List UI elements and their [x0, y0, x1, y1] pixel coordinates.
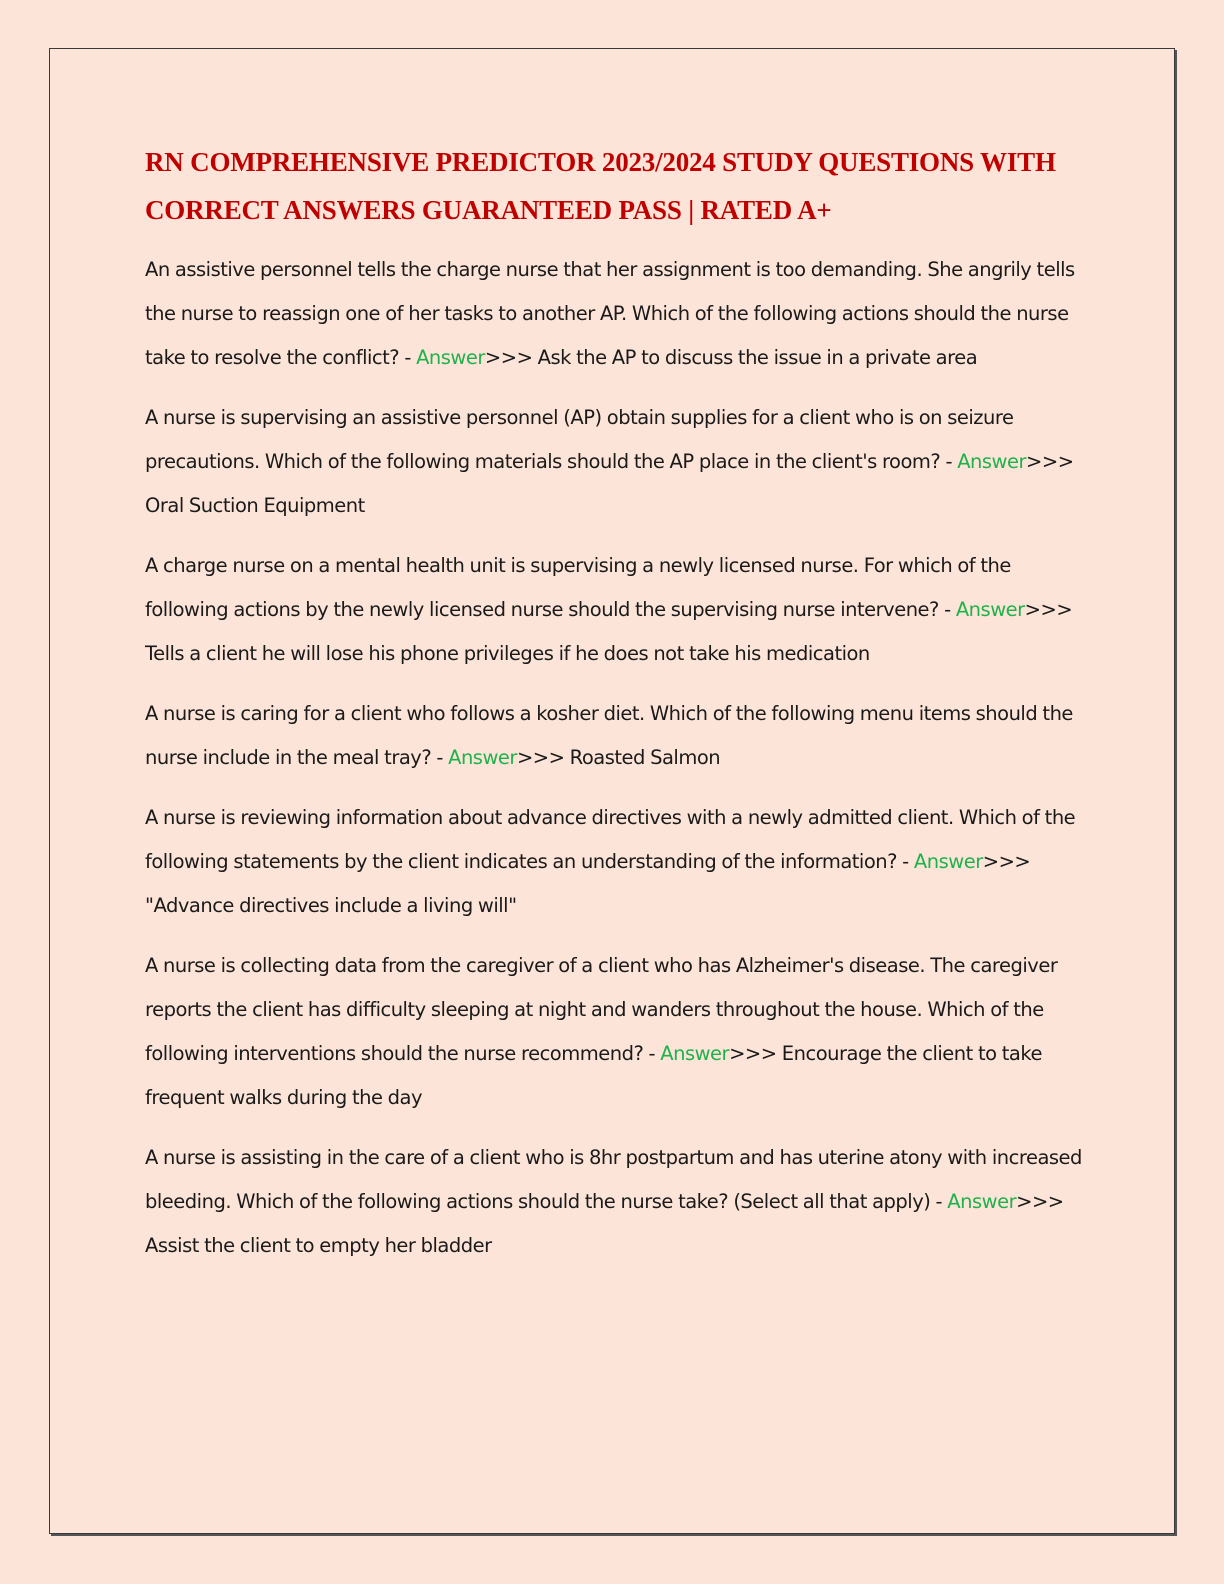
- answer-text: "Advance directives include a living will": [145, 894, 517, 917]
- qa-item: [145, 248, 1085, 380]
- answer-text: Oral Suction Equipment: [145, 494, 365, 517]
- answer-label: Answer: [913, 850, 983, 873]
- answer-text: Assist the client to empty her bladder: [145, 1234, 492, 1257]
- answer-label: Answer: [448, 746, 517, 769]
- answer-marker: >>>: [982, 850, 1031, 873]
- question-text: A nurse is caring for a client who follows a kosher diet. Which of the following menu items should the nurse include in the meal tray? -: [145, 702, 1073, 769]
- question-text: An assistive personnel tells the charge nurse that her assignment is too demanding. She angrily tells the nurse to reassign one of her tasks to another AP. Which of the following actions should the nurse take to resolve the conflict? -: [145, 258, 1075, 369]
- answer-label: Answer: [660, 1042, 730, 1065]
- answer-label: Answer: [957, 450, 1027, 473]
- answer-marker: >>>: [516, 746, 570, 769]
- qa-item: [145, 796, 1085, 928]
- qa-item: [145, 692, 1085, 780]
- question-text: A nurse is supervising an assistive personnel (AP) obtain supplies for a client who is on seizure precautions. Which of the following materials should the AP place in the client's room? -: [145, 406, 1014, 473]
- answer-marker: >>>: [1026, 450, 1074, 473]
- answer-text: Ask the AP to discuss the issue in a private area: [537, 346, 978, 369]
- question-text: A nurse is assisting in the care of a client who is 8hr postpartum and has uterine atony with increased bleeding. Which of the following actions should the nurse take? (Select all that apply) -: [145, 1146, 1082, 1213]
- question-text: A nurse is collecting data from the caregiver of a client who has Alzheimer's disease. The caregiver reports the client has difficulty sleeping at night and wanders throughout the house. Which of the following interventions should the nurse recommend? -: [145, 954, 1058, 1065]
- answer-label: Answer: [947, 1190, 1017, 1213]
- answer-marker: >>>: [1024, 598, 1073, 621]
- qa-item: [145, 1136, 1085, 1268]
- answer-marker: >>>: [484, 346, 538, 369]
- question-text: A nurse is reviewing information about advance directives with a newly admitted client. Which of the following statements by the client indicates an understanding of the information? -: [145, 806, 1076, 873]
- answer-label: Answer: [416, 346, 485, 369]
- answer-text: Roasted Salmon: [569, 746, 721, 769]
- question-text: A charge nurse on a mental health unit is supervising a newly licensed nurse. For which of the following actions by the newly licensed nurse should the supervising nurse intervene? -: [145, 554, 1011, 621]
- qa-item: [145, 396, 1085, 528]
- qa-item: [145, 544, 1085, 676]
- answer-label: Answer: [955, 598, 1025, 621]
- answer-text: Encourage the client to take frequent walks during the day: [145, 1042, 1042, 1109]
- answer-marker: >>>: [1016, 1190, 1064, 1213]
- answer-text: Tells a client he will lose his phone privileges if he does not take his medication: [145, 642, 870, 665]
- document-body: [145, 138, 1085, 1284]
- qa-item: [145, 944, 1085, 1120]
- answer-marker: >>>: [729, 1042, 782, 1065]
- document-title: RN COMPREHENSIVE PREDICTOR 2023/2024 STUDY QUESTIONS WITH CORRECT ANSWERS GUARANTEED PASS | RATED A+: [145, 147, 1056, 225]
